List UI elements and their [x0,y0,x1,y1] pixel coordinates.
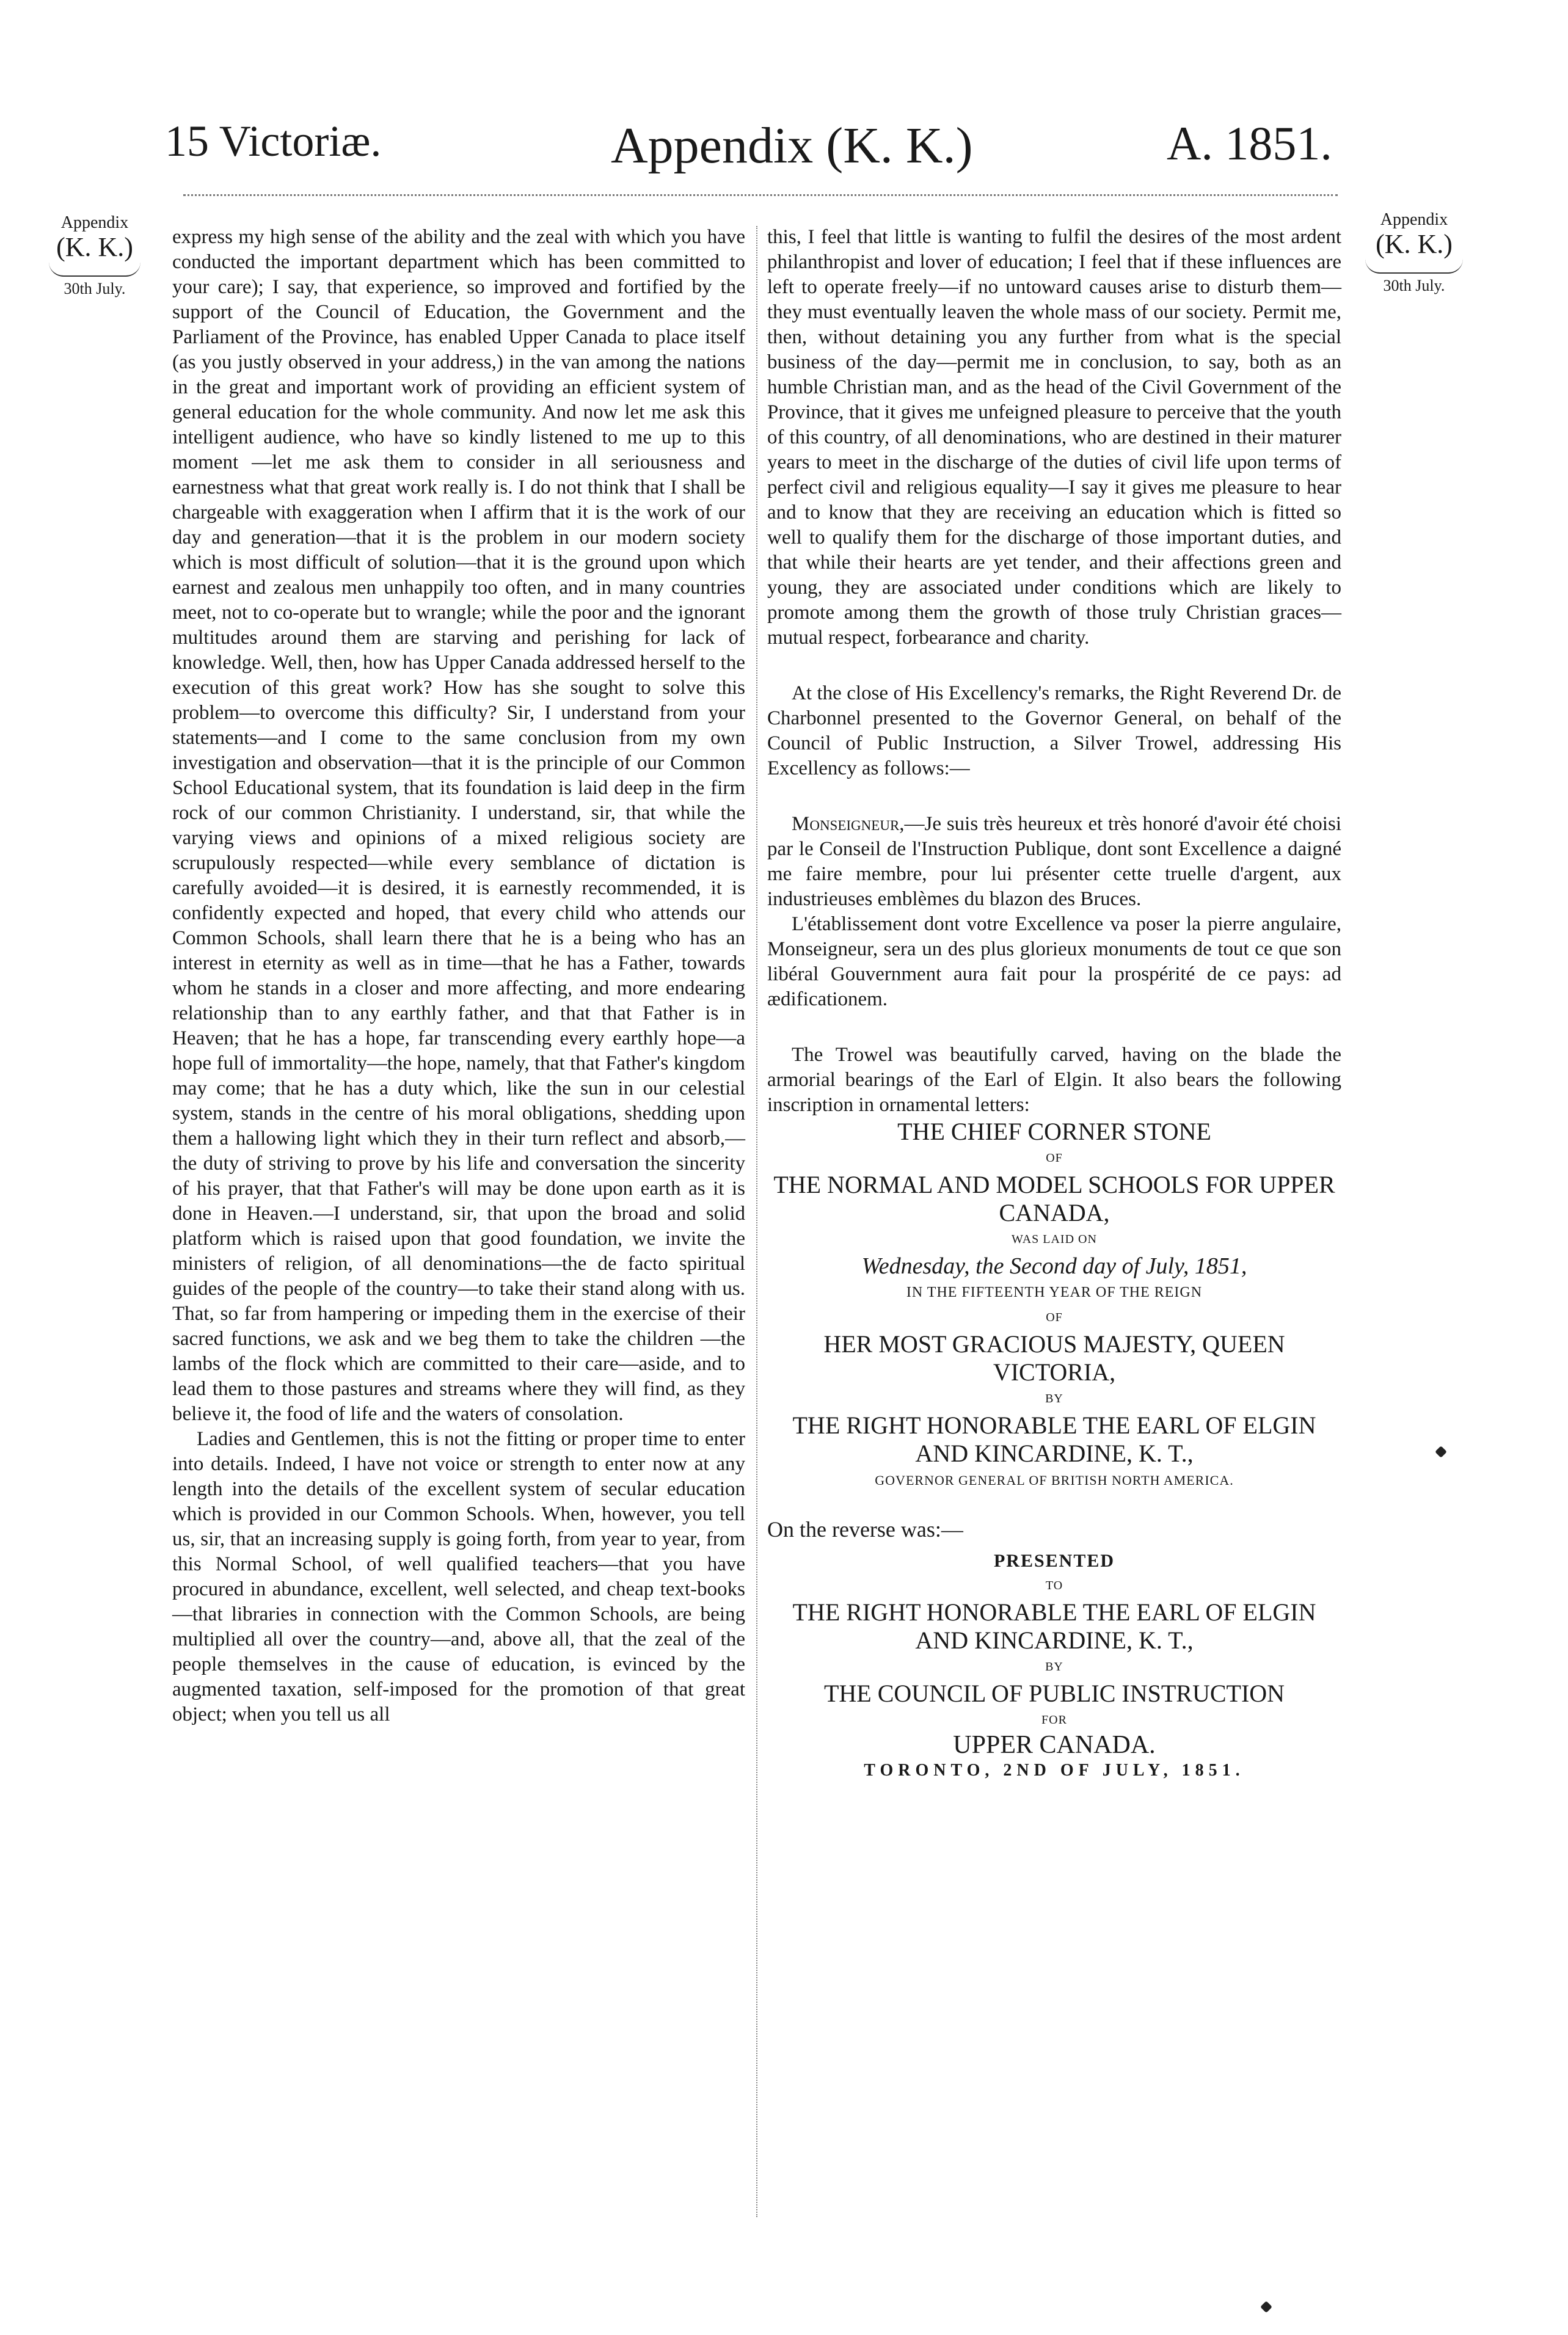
reverse-inscription [767,1548,1341,1783]
margin-date: 30th July. [64,280,126,298]
inscription-line: IN THE FIFTEENTH YEAR OF THE REIGN [906,1284,1203,1300]
salutation: Monseigneur, [792,813,905,835]
left-column [172,225,745,1727]
reverse-date: TORONTO, 2ND OF JULY, 1851. [864,1761,1245,1780]
reverse-line: THE COUNCIL OF PUBLIC INSTRUCTION [823,1680,1285,1707]
inscription-line: WAS LAID ON [1012,1233,1097,1246]
paragraph: this, I feel that little is wanting to fulfil the desires of the most ardent philanthropist and lover of education; I feel that if these influences are left to operate freely—if no untoward causes arise to disturb them—they must eventually leaven the whole mass of our society. Permit me, then, without detaining you any further from what is the special business of the day—permit me in conclusion, to say, both as an humble Christian man, and as the head of the Civil Government of the Province, that it gives me unfeigned pleasure to perceive that the youth of this country, of all denominations, who are destined in their maturer years to meet in the discharge of the duties of civil life upon terms of perfect civil and religious equality—I say it gives me pleasure to hear and to know that they are receiving an education which is fitted so well to qualify them for the discharge of those important duties, and that while their hearts are yet tender, and their affections green and young, they are associated under conditions which are likely to promote among them the growth of those truly Christian graces—mutual respect, forbearance and charity. [767,226,1341,649]
reverse-line: UPPER CANADA. [953,1731,1156,1759]
paragraph: L'établissement dont votre Excellence va poser la pierre angulaire, Monseigneur, sera un des plus glorieux monuments de tout ce que son libéral Gouvernment aura fait pour la prospérité de ce pays: ad ædificationem. [767,913,1341,1010]
right-column [767,225,1341,1783]
reverse-line: TO [1045,1579,1063,1592]
inscription-line: THE CHIEF CORNER STONE [897,1118,1211,1145]
inscription-line: GOVERNOR GENERAL OF BRITISH NORTH AMERICA. [875,1473,1234,1488]
ink-dot [1260,2301,1272,2313]
french-address [767,812,1341,912]
header-session: 15 Victoriæ. [165,117,382,166]
paragraph: Ladies and Gentlemen, this is not the fitting or proper time to enter into details. Indeed, I have not voice or strength to enter now at any length into the details of the excellent system of secular education which is provided in our Common Schools. When, however, you tell us, sir, that an increasing supply is going forth, from year to year, from this Normal School, of well qualified teachers—that you have procured in abundance, excellent, well selected, and cheap text-books—that libraries in connection with the Common Schools, are being multiplied all over the country—and, above all, that the zeal of the people themselves in the cause of education, is evinced by the augmented taxation, self-imposed for the promotion of that great object; when you tell us all [172,1428,745,1725]
header-rule [183,194,1338,196]
margin-appendix-label: Appendix [1380,210,1448,229]
reverse-line: BY [1045,1660,1063,1674]
inscription-line: OF [1046,1151,1063,1165]
margin-appendix-code: (K. K.) [1376,228,1453,259]
margin-appendix-label: Appendix [60,213,129,232]
margin-date: 30th July. [1383,277,1445,295]
inscription-line: THE RIGHT HONORABLE THE EARL OF ELGIN AND KINCARDINE, K. T., [792,1412,1316,1467]
inscription-line: OF [1046,1311,1063,1324]
margin-brace [1365,259,1463,274]
page-header [0,116,1568,189]
header-title: Appendix (K. K.) [611,117,973,174]
inscription-line: BY [1045,1392,1063,1405]
paragraph: The Trowel was beautifully carved, having on the blade the armorial bearings of the Earl of Elgin. It also bears the following inscription in ornamental letters: [767,1044,1341,1116]
margin-brace [49,262,140,277]
paragraph: At the close of His Excellency's remarks, the Right Reverend Dr. de Charbonnel presented to the Governor General, on behalf of the Council of Public Instruction, a Silver Trowel, addressing His Excellency as follows:— [767,682,1341,779]
column-divider [756,226,757,2217]
ink-dot [1435,1446,1447,1458]
paragraph: express my high sense of the ability and the zeal with which you have conducted the important department which has been committed to your care); I say, that experience, so improved and fortified by the support of the Council of Education, the Government and the Parliament of the Province, has enabled Upper Canada to place itself (as you justly observed in your address,) in the van among the nations in the great and important work of providing an efficient system of general education for the whole community. And now let me ask this intelligent audience, who have so kindly listened to me up to this moment —let me ask them to consider in all seriousness and earnestness what that great work really is. I do not think that I shall be chargeable with exaggeration when I affirm that it is the work of our day and generation—that it is the problem in our modern society which is most difficult of solution—that it is the ground upon which earnest and zealous men unhappily too often, and in many countries meet, not to co-operate but to wrangle; while the poor and the ignorant multitudes around them are starving and perishing for lack of knowledge. Well, then, how has Upper Canada addressed herself to the execution of this great work? How has she sought to solve this problem—to overcome this difficulty? Sir, I understand from your statements—and I come to the same conclusion from my own investigation and observation—that it is the principle of our Common School Educational system, that its foundation is laid deep in the firm rock of our common Christianity. I understand, sir, that while the varying views and opinions of a mixed religious society are scrupulously respected—while every semblance of dictation is carefully avoided—it is desired, it is earnestly recommended, it is confidently expected and hoped, that every child who attends our Common Schools, shall learn there that he is a being who has an interest in eternity as well as in time—that he has a Father, towards whom he stands in a closer and more affecting, and more endearing relationship than to any earthly father, and that that Father is in Heaven; that he has a hope, far transcending every earthly hope—a hope full of immortality—the hope, namely, that that Father's kingdom may come; that he has a duty which, like the sun in our celestial system, stands in the centre of his moral obligations, shedding upon them a hallowing light which they in their turn reflect and absorb,—the duty of striving to prove by his life and conversation the sincerity of his prayer, that that Father's will may be done upon earth as it is done in Heaven.—I understand, sir, that upon the broad and solid platform which is raised upon that good foundation, we invite the ministers of religion, of all denominations—the de facto spiritual guides of the people of the country—to take their stand along with us. That, so far from hampering or impeding them in the exercise of their sacred functions, we ask and we beg them to take the children —the lambs of the flock which are committed to their care—aside, and to lead them to those pastures and streams where they will find, as they believe it, the food of life and the waters of consolation. [172,226,745,1425]
reverse-line: THE RIGHT HONORABLE THE EARL OF ELGIN AND KINCARDINE, K. T., [792,1598,1316,1654]
left-margin-note [43,214,147,298]
header-year: A. 1851. [1167,117,1332,170]
inscription-line: HER MOST GRACIOUS MAJESTY, QUEEN VICTORIA, [823,1330,1285,1386]
reverse-intro: On the reverse was:— [767,1517,963,1542]
inscription [767,1118,1341,1493]
inscription-line: Wednesday, the Second day of July, 1851, [861,1253,1247,1279]
right-margin-note [1359,211,1469,295]
french-address-text: —Je suis très heureux et très honoré d'avoir été choisi par le Conseil de l'Instruction Publique, dont sont Excellence a daigné me faire membre, pour lui présenter cette truelle d'argent, aux industrieuses emblèmes du blazon des Bruces. [767,813,1341,910]
reverse-line: FOR [1041,1713,1067,1727]
margin-appendix-code: (K. K.) [56,231,133,262]
inscription-line: THE NORMAL AND MODEL SCHOOLS FOR UPPER CANADA, [773,1171,1335,1226]
reverse-line: PRESENTED [993,1551,1115,1571]
